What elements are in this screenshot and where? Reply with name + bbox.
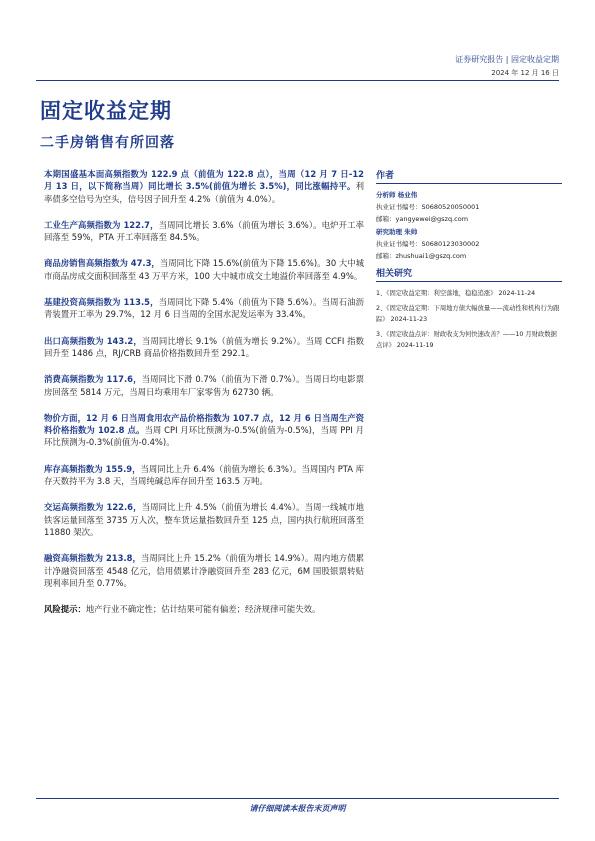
paragraph-text: 当周同比上升 6.4%（前值为增长 6.3%）。当周国内 PTA 库存天数持平为 3.8 天，当周纯碱总库存回升至 163.5 万吨。: [44, 463, 364, 487]
author-name: 研究助理 朱帅: [376, 228, 418, 236]
paragraph-text: 当周同比上升 15.2%（前值为增长 14.9%）。周内地方债累计净融资回落至 4548 亿元，信用债累计净融资回升至 283 亿元，6M 国股银票转贴现利率回升至 0.77%。: [44, 553, 364, 588]
related-item[interactable]: 3、《固定收益点评：财政收支为何快速改善？——10 月财政数据点评》 2024-11-19: [376, 331, 557, 349]
author-cert: 执业证书编号：S0680123030002: [376, 240, 480, 248]
paragraph-text: 当周同比增长 3.6%（前值为增长 3.6%）。电炉开工率回落至 59%，PTA 开工率回落至 84.5%。: [44, 219, 365, 243]
page-title: 固定收益定期: [40, 99, 172, 123]
summary-body: [44, 168, 364, 629]
author-name: 分析师 杨业伟: [376, 191, 418, 199]
paragraph-text: 当周同比下降 15.6%(前值为下降 15.6%)。30 大中城市商品房成交面积回落至 43 万平方米，100 大中城市成交土地溢价率回落至 4.9%。: [44, 258, 364, 281]
paragraph-text: 地产行业不确定性；估计结果可能有偏差；经济规律可能失效。: [85, 604, 321, 615]
header-divider: [36, 80, 559, 81]
paragraph-lead: 商品房销售高频指数为 47.3，: [44, 258, 160, 269]
author-email[interactable]: 邮箱：zhushuai1@gszq.com: [376, 252, 467, 260]
summary-paragraph-industry: [44, 219, 364, 244]
paragraph-lead: 交运高频指数为 122.6，: [44, 502, 142, 513]
paragraph-lead: 消费高频指数为 117.6，: [44, 374, 142, 385]
summary-paragraph-inventory: [44, 463, 364, 488]
author-block: [376, 190, 562, 223]
summary-paragraph-export: [44, 335, 364, 360]
paragraph-text: 当周同比增长 9.1%（前值为增长 9.2%）。当周 CCFI 指数回升至 1486 点，RJ/CRB 商品价格指数回升至 292.1。: [44, 335, 364, 358]
paragraph-lead: 基建投资高频指数为 113.5，: [44, 297, 159, 308]
summary-paragraph-consumption: [44, 373, 364, 398]
risk-warning: [44, 603, 364, 615]
related-item[interactable]: 1、《固定收益定期：利空落地，稳稳追涨》 2024-11-24: [376, 290, 536, 297]
author-cert: 执业证书编号：S0680520050001: [376, 203, 480, 211]
paragraph-lead: 物价方面，12 月 6 日当周食用农产品价格指数为 107.7 点，12 月 6 日当周生产资料价格指数为 102.8 点。: [44, 412, 364, 436]
paragraph-text: 当周同比上升 4.5%（前值为增长 4.4%）。当周一线城市地铁客运量回落至 3735 万人次，整车货运量指数回升至 125 点，国内执行航班回落至 11880 架次。: [44, 502, 364, 537]
paragraph-text: 当周同比下降 5.4%（前值为下降 5.6%）。当周石油沥青装置开工率为 29.7%，12 月 6 日当周的全国水泥发运率为 33.4%。: [44, 297, 365, 320]
summary-paragraph-financing: [44, 552, 364, 589]
paragraph-lead: 出口高频指数为 143.2，: [44, 335, 142, 346]
report-date: 2024 年 12 月 16 日: [491, 69, 559, 77]
footer-disclaimer: 请仔细阅读本报告末页声明: [249, 804, 346, 813]
paragraph-lead: 工业生产高频指数为 122.7，: [44, 219, 159, 230]
author-block: [376, 227, 562, 260]
sidebar: [376, 168, 562, 355]
related-item[interactable]: 2、《固定收益定期：下周地方债大幅放量——流动性和机构行为跟踪》 2024-11-23: [376, 305, 560, 323]
related-heading: 相关研究: [376, 266, 562, 282]
summary-paragraph-prices: [44, 412, 364, 449]
paragraph-lead: 本期国盛基本面高频指数为 122.9 点（前值为 122.8 点），当周（12 月 7 日-12 月 13 日，以下简称当周）同比增长 3.5%(前值为增长 3.5%)，同比涨幅持平。: [44, 169, 364, 192]
summary-paragraph-overall: [44, 168, 364, 205]
authors-heading: 作者: [376, 168, 562, 184]
summary-paragraph-property: [44, 257, 364, 282]
paragraph-lead: 风险提示：: [44, 604, 86, 615]
paragraph-lead: 库存高频指数为 155.9，: [44, 463, 141, 474]
report-category: 证券研究报告 | 固定收益定期: [455, 55, 559, 64]
paragraph-text: 利率债多空信号为空头，信号因子回升至 4.2%（前值为 4.0%）。: [44, 181, 364, 204]
summary-paragraph-infrastructure: [44, 296, 364, 321]
summary-paragraph-transport: [44, 501, 364, 538]
footer-divider: [36, 798, 559, 799]
paragraph-lead: 融资高频指数为 213.8，: [44, 553, 141, 564]
paragraph-text: 当周同比下滑 0.7%（前值为下滑 0.7%）。当周日均电影票房回落至 5814 万元，当周日均乘用车厂家零售为 62730 辆。: [44, 374, 364, 397]
page-subtitle: 二手房销售有所回落: [40, 135, 175, 151]
paragraph-text: 当周 CPI 月环比预测为-0.5%(前值为-0.5%)，当周 PPI 月环比预测为-0.3%(前值为-0.4%)。: [44, 425, 364, 448]
author-email[interactable]: 邮箱：yangyewei@gszq.com: [376, 215, 469, 223]
